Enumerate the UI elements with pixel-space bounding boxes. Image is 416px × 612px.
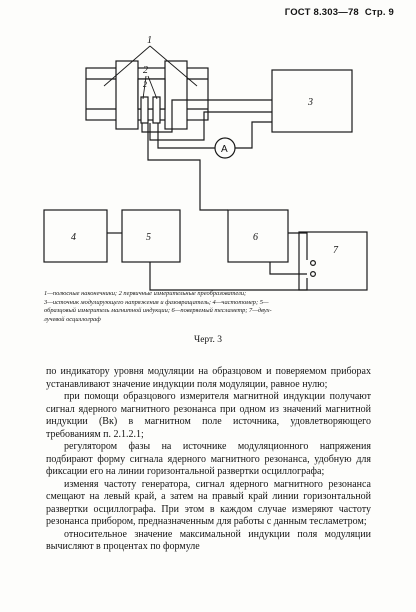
block-5-reference-meter xyxy=(122,210,180,262)
label-6: 6 xyxy=(253,232,258,243)
label-4: 4 xyxy=(71,232,76,243)
caption-line: лучевой осциллограф xyxy=(44,315,101,323)
ammeter-label: A xyxy=(221,144,228,155)
standard-number: ГОСТ 8.303—78 xyxy=(284,7,359,18)
circuit-diagram xyxy=(0,0,416,300)
label-3: 3 xyxy=(308,97,313,108)
label-1: 1 xyxy=(147,35,152,46)
label-2-lower: 2 xyxy=(143,80,147,89)
page-number: Стр. 9 xyxy=(364,7,394,18)
caption-line: 1—полюсные наконечники; 2 первичные измерительные преобразователи; xyxy=(44,290,247,297)
caption-line: образцовый измеритель магнитной индукции; 6—поверяемый тесламетр; 7—двух- xyxy=(44,307,272,315)
body-text xyxy=(46,366,371,554)
paragraph: при помощи образцового измерителя магнитной индукции получают сигнал ядерного магнитного резонанса при одном из значений магнитной индукции (Bк) в магнитном поле источника, удовлетворяющего требованиям п. 2.1.2.1; xyxy=(46,391,371,440)
figure-label: Черт. 3 xyxy=(194,335,222,345)
paragraph: изменяя частоту генератора, сигнал ядерного магнитного резонанса смещают на левый край, а затем на правый край линии горизонтальной развертки осциллографа. При этом в каждом случае измеряют частоту резонанса прибором, предназначенным для работы с данным тесламетром; xyxy=(46,478,371,527)
paragraph: регулятором фазы на источнике модуляционного напряжения подбирают форму сигнала ядерного магнитного резонанса, удобную для фиксации его на линии горизонтальной развертки осциллографа; xyxy=(46,441,371,477)
oscilloscope-terminals xyxy=(311,261,316,277)
figure-caption xyxy=(44,290,364,324)
label-5: 5 xyxy=(146,232,151,243)
paragraph: относительное значение максимальной индукции поля модуляции вычисляют в процентах по формуле xyxy=(46,528,371,552)
block-6-tested-teslameter xyxy=(228,210,288,262)
block-7-oscilloscope xyxy=(299,232,367,290)
caption-line: 3—источник модулирующего напряжения и фазовращатель; 4—частотомер; 5— xyxy=(44,298,269,306)
label-7: 7 xyxy=(333,245,338,256)
paragraph: по индикатору уровня модуляции на образцовом и поверяемом приборах устанавливают значение индукции поля модуляции, равное нулю; xyxy=(46,366,371,390)
label-2-upper: 2 xyxy=(143,65,148,76)
